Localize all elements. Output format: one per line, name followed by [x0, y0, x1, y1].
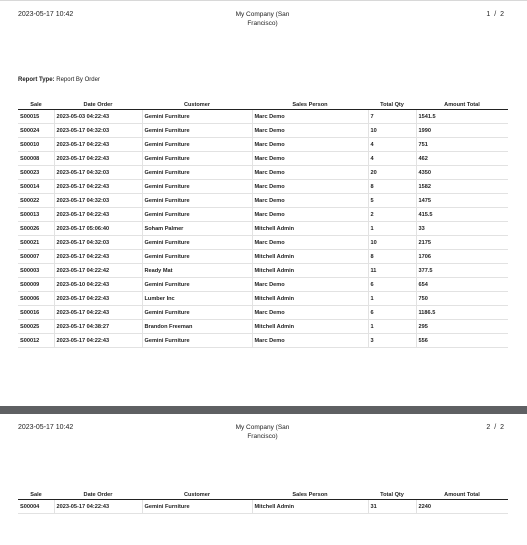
cell-sale: S00008 — [18, 152, 54, 166]
cell-customer: Gemini Furniture — [142, 194, 252, 208]
cell-amount-total: 415.5 — [416, 208, 508, 222]
cell-customer: Gemini Furniture — [142, 138, 252, 152]
cell-customer: Gemini Furniture — [142, 236, 252, 250]
cell-sales-person: Marc Demo — [252, 208, 368, 222]
cell-amount-total: 751 — [416, 138, 508, 152]
column-header-amount-total: Amount Total — [416, 490, 508, 500]
print-date: 2023-05-17 10:42 — [18, 11, 74, 18]
cell-sales-person: Mitchell Admin — [252, 250, 368, 264]
cell-sale: S00003 — [18, 264, 54, 278]
column-header-customer: Customer — [142, 490, 252, 500]
cell-date-order: 2023-05-17 04:22:43 — [54, 138, 142, 152]
cell-customer: Gemini Furniture — [142, 180, 252, 194]
column-header-date-order: Date Order — [54, 490, 142, 500]
cell-amount-total: 1706 — [416, 250, 508, 264]
cell-amount-total: 654 — [416, 278, 508, 292]
cell-sale: S00007 — [18, 250, 54, 264]
cell-sale: S00026 — [18, 222, 54, 236]
cell-customer: Gemini Furniture — [142, 124, 252, 138]
cell-amount-total: 295 — [416, 320, 508, 334]
cell-customer: Gemini Furniture — [142, 166, 252, 180]
table-row — [18, 292, 508, 306]
cell-sales-person: Mitchell Admin — [252, 222, 368, 236]
cell-date-order: 2023-05-17 04:38:27 — [54, 320, 142, 334]
cell-sales-person: Marc Demo — [252, 278, 368, 292]
cell-total-qty: 6 — [368, 306, 416, 320]
table-row — [18, 222, 508, 236]
page-counter: 1 / 2 — [486, 11, 505, 18]
cell-sale: S00013 — [18, 208, 54, 222]
table-row — [18, 278, 508, 292]
cell-total-qty: 8 — [368, 250, 416, 264]
cell-total-qty: 1 — [368, 292, 416, 306]
cell-total-qty: 8 — [368, 180, 416, 194]
report-page-2 — [0, 414, 527, 545]
cell-date-order: 2023-05-17 04:22:43 — [54, 306, 142, 320]
column-header-total-qty: Total Qty — [368, 490, 416, 500]
cell-sale: S00004 — [18, 500, 54, 514]
cell-sales-person: Marc Demo — [252, 180, 368, 194]
cell-sales-person: Marc Demo — [252, 306, 368, 320]
cell-customer: Gemini Furniture — [142, 334, 252, 348]
sales-table-continued — [18, 490, 508, 514]
table-row — [18, 500, 508, 514]
cell-customer: Soham Palmer — [142, 222, 252, 236]
column-header-sale: Sale — [18, 100, 54, 110]
cell-sales-person: Marc Demo — [252, 110, 368, 124]
cell-sale: S00009 — [18, 278, 54, 292]
page-header — [0, 414, 527, 474]
cell-amount-total: 556 — [416, 334, 508, 348]
cell-total-qty: 2 — [368, 208, 416, 222]
cell-amount-total: 1582 — [416, 180, 508, 194]
cell-amount-total: 750 — [416, 292, 508, 306]
cell-sales-person: Marc Demo — [252, 152, 368, 166]
column-header-total-qty: Total Qty — [368, 100, 416, 110]
cell-sales-person: Mitchell Admin — [252, 264, 368, 278]
table-row — [18, 124, 508, 138]
cell-customer: Gemini Furniture — [142, 110, 252, 124]
table-row — [18, 194, 508, 208]
cell-total-qty: 10 — [368, 236, 416, 250]
table-header-row — [18, 100, 508, 110]
table-row — [18, 320, 508, 334]
cell-sales-person: Marc Demo — [252, 194, 368, 208]
table-row — [18, 264, 508, 278]
cell-sale: S00012 — [18, 334, 54, 348]
cell-customer: Gemini Furniture — [142, 208, 252, 222]
cell-total-qty: 5 — [368, 194, 416, 208]
cell-sales-person: Marc Demo — [252, 124, 368, 138]
cell-customer: Gemini Furniture — [142, 152, 252, 166]
report-type-value: Report By Order — [56, 77, 100, 83]
cell-sale: S00025 — [18, 320, 54, 334]
table-row — [18, 236, 508, 250]
cell-sales-person: Marc Demo — [252, 166, 368, 180]
table-row — [18, 138, 508, 152]
table-row — [18, 180, 508, 194]
cell-customer: Gemini Furniture — [142, 306, 252, 320]
cell-total-qty: 1 — [368, 320, 416, 334]
table-header-row — [18, 490, 508, 500]
report-type-label: Report Type: — [18, 77, 55, 83]
cell-sale: S00014 — [18, 180, 54, 194]
cell-date-order: 2023-05-17 05:06:40 — [54, 222, 142, 236]
cell-date-order: 2023-05-17 04:22:42 — [54, 264, 142, 278]
cell-sales-person: Mitchell Admin — [252, 320, 368, 334]
cell-sales-person: Marc Demo — [252, 138, 368, 152]
table-body — [18, 110, 508, 348]
cell-date-order: 2023-05-17 04:22:43 — [54, 500, 142, 514]
cell-total-qty: 3 — [368, 334, 416, 348]
table-row — [18, 208, 508, 222]
cell-date-order: 2023-05-17 04:22:43 — [54, 250, 142, 264]
column-header-date-order: Date Order — [54, 100, 142, 110]
cell-sale: S00024 — [18, 124, 54, 138]
cell-amount-total: 4350 — [416, 166, 508, 180]
cell-total-qty: 4 — [368, 152, 416, 166]
cell-date-order: 2023-05-17 04:22:43 — [54, 208, 142, 222]
table-row — [18, 110, 508, 124]
cell-total-qty: 7 — [368, 110, 416, 124]
cell-date-order: 2023-05-17 04:32:03 — [54, 124, 142, 138]
cell-customer: Gemini Furniture — [142, 278, 252, 292]
column-header-sales-person: Sales Person — [252, 490, 368, 500]
cell-sale: S00016 — [18, 306, 54, 320]
cell-customer: Lumber Inc — [142, 292, 252, 306]
cell-amount-total: 2175 — [416, 236, 508, 250]
column-header-sale: Sale — [18, 490, 54, 500]
table-row — [18, 306, 508, 320]
cell-date-order: 2023-05-10 04:22:43 — [54, 278, 142, 292]
report-type — [18, 76, 108, 85]
cell-sales-person: Marc Demo — [252, 236, 368, 250]
cell-sales-person: Marc Demo — [252, 334, 368, 348]
table-row — [18, 152, 508, 166]
company-name: My Company (San Francisco) — [235, 11, 290, 27]
cell-date-order: 2023-05-17 04:22:43 — [54, 180, 142, 194]
cell-amount-total: 1475 — [416, 194, 508, 208]
column-header-amount-total: Amount Total — [416, 100, 508, 110]
cell-customer: Gemini Furniture — [142, 500, 252, 514]
cell-sale: S00015 — [18, 110, 54, 124]
cell-date-order: 2023-05-17 04:22:43 — [54, 152, 142, 166]
cell-sale: S00010 — [18, 138, 54, 152]
cell-sale: S00022 — [18, 194, 54, 208]
print-date: 2023-05-17 10:42 — [18, 424, 74, 431]
cell-customer: Gemini Furniture — [142, 250, 252, 264]
cell-customer: Brandon Freeman — [142, 320, 252, 334]
sales-table — [18, 100, 508, 348]
cell-total-qty: 1 — [368, 222, 416, 236]
cell-total-qty: 31 — [368, 500, 416, 514]
cell-total-qty: 10 — [368, 124, 416, 138]
cell-total-qty: 11 — [368, 264, 416, 278]
page-header — [0, 1, 527, 61]
cell-date-order: 2023-05-17 04:32:03 — [54, 166, 142, 180]
cell-sales-person: Mitchell Admin — [252, 500, 368, 514]
cell-amount-total: 1990 — [416, 124, 508, 138]
cell-amount-total: 462 — [416, 152, 508, 166]
cell-amount-total: 1186.5 — [416, 306, 508, 320]
table-body — [18, 500, 508, 514]
table-row — [18, 334, 508, 348]
cell-amount-total: 33 — [416, 222, 508, 236]
page-counter: 2 / 2 — [486, 424, 505, 431]
cell-date-order: 2023-05-17 04:22:43 — [54, 334, 142, 348]
cell-amount-total: 1541.5 — [416, 110, 508, 124]
cell-sale: S00021 — [18, 236, 54, 250]
cell-date-order: 2023-05-03 04:22:43 — [54, 110, 142, 124]
cell-total-qty: 6 — [368, 278, 416, 292]
column-header-customer: Customer — [142, 100, 252, 110]
cell-date-order: 2023-05-17 04:22:43 — [54, 292, 142, 306]
cell-date-order: 2023-05-17 04:32:03 — [54, 194, 142, 208]
cell-total-qty: 20 — [368, 166, 416, 180]
column-header-sales-person: Sales Person — [252, 100, 368, 110]
cell-date-order: 2023-05-17 04:32:03 — [54, 236, 142, 250]
company-name: My Company (San Francisco) — [235, 424, 290, 440]
cell-sales-person: Mitchell Admin — [252, 292, 368, 306]
table-row — [18, 166, 508, 180]
cell-total-qty: 4 — [368, 138, 416, 152]
cell-sale: S00023 — [18, 166, 54, 180]
cell-amount-total: 377.5 — [416, 264, 508, 278]
cell-customer: Ready Mat — [142, 264, 252, 278]
cell-amount-total: 2240 — [416, 500, 508, 514]
cell-sale: S00006 — [18, 292, 54, 306]
table-row — [18, 250, 508, 264]
